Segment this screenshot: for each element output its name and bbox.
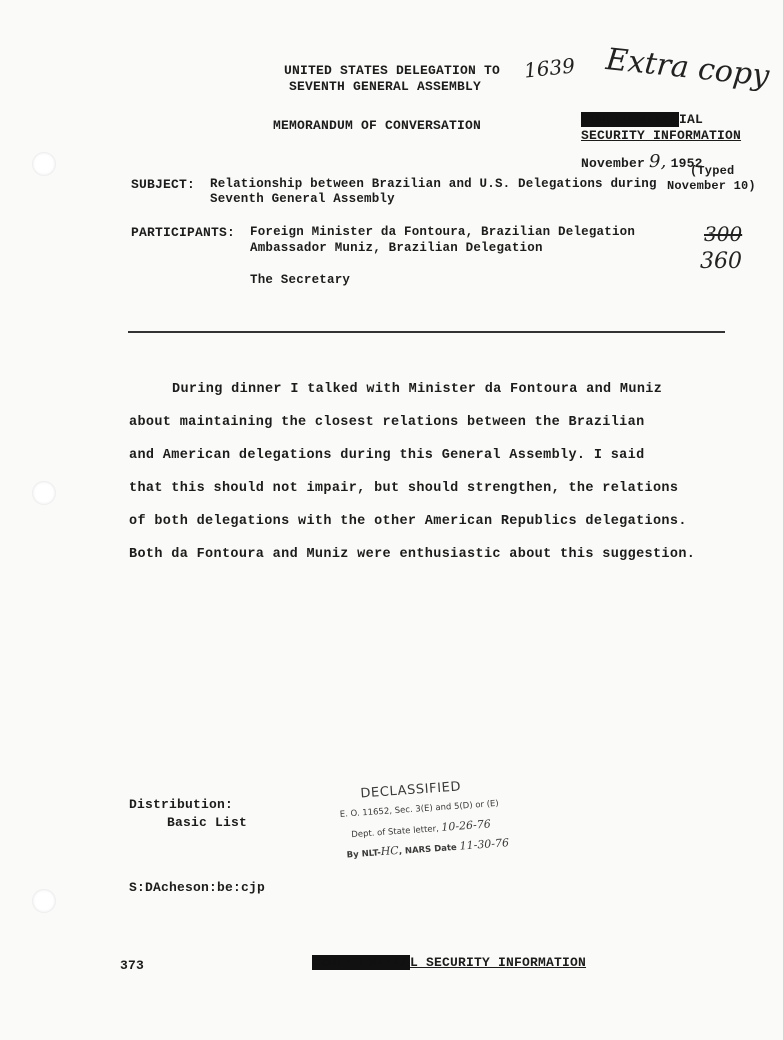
participant-item: Ambassador Muniz, Brazilian Delegation [250, 241, 543, 255]
stamp-initials: HC [380, 843, 400, 859]
distribution-label: Distribution: [129, 797, 234, 812]
stamp-letter-date: 10-26-76 [440, 817, 492, 834]
handwritten-doc-number: 1639 [522, 53, 577, 83]
stamp-line-nars: By NLT-HC, NARS Date 11-30-76 [346, 836, 510, 861]
memo-date: November 9, 1952 [581, 151, 703, 172]
subject-label: SUBJECT: [131, 177, 196, 192]
handwritten-day: 9, [649, 151, 667, 172]
header-assembly: SEVENTH GENERAL ASSEMBLY [289, 79, 482, 94]
header-delegation: UNITED STATES DELEGATION TO [284, 63, 501, 78]
stamp-line-letter: Dept. of State letter, 10-26-76 [350, 817, 492, 841]
distribution-value: Basic List [167, 815, 248, 830]
stamp-line-authority: E. O. 11652, Sec. 3(E) and 5(D) or (E) [339, 798, 500, 820]
declassified-stamp [338, 776, 522, 876]
typed-note-line2: November 10) [667, 179, 756, 193]
subject-line1: Relationship between Brazilian and U.S. Delegations during [210, 177, 657, 191]
classification-line2: SECURITY INFORMATION [581, 128, 742, 143]
body-line: and American delegations during this General Assembly. I said [129, 448, 645, 463]
typed-note-line1: (Typed [690, 164, 735, 178]
punch-hole-bottom [32, 889, 56, 913]
reference-initials: S:DAcheson:be:cjp [129, 880, 266, 895]
punch-hole-middle [32, 481, 56, 505]
participants-label: PARTICIPANTS: [131, 225, 236, 240]
body-line: During dinner I talked with Minister da Fontoura and Muniz [172, 382, 663, 397]
body-line: of both delegations with the other American Republics delegations. [129, 514, 687, 529]
handwritten-number: 360 [700, 249, 742, 274]
body-line: that this should not impair, but should strengthen, the relations [129, 481, 679, 496]
stamp-nars-date: 11-30-76 [459, 836, 510, 853]
redaction-bar: CONFIDENTIAL [313, 955, 410, 970]
page-number: 373 [120, 958, 145, 973]
participant-item: The Secretary [250, 273, 351, 287]
punch-hole-top [32, 152, 56, 176]
redaction-bar: CONFIDENTIAL [582, 112, 679, 127]
handwritten-struck-number: 300 [704, 222, 743, 246]
body-line: Both da Fontoura and Muniz were enthusiastic about this suggestion. [129, 547, 696, 562]
stamp-title: DECLASSIFIED [359, 779, 462, 802]
divider-rule [128, 331, 725, 333]
footer-classification: CONFIDENTIALL SECURITY INFORMATION [313, 955, 587, 970]
body-line: about maintaining the closest relations between the Brazilian [129, 415, 645, 430]
subject-line2: Seventh General Assembly [210, 192, 395, 206]
participant-item: Foreign Minister da Fontoura, Brazilian Delegation [250, 225, 636, 239]
memo-title: MEMORANDUM OF CONVERSATION [273, 118, 482, 133]
handwritten-extra-copy: Extra copy [604, 42, 771, 94]
classification-line1: CONFIDENTIALIAL [582, 112, 704, 127]
